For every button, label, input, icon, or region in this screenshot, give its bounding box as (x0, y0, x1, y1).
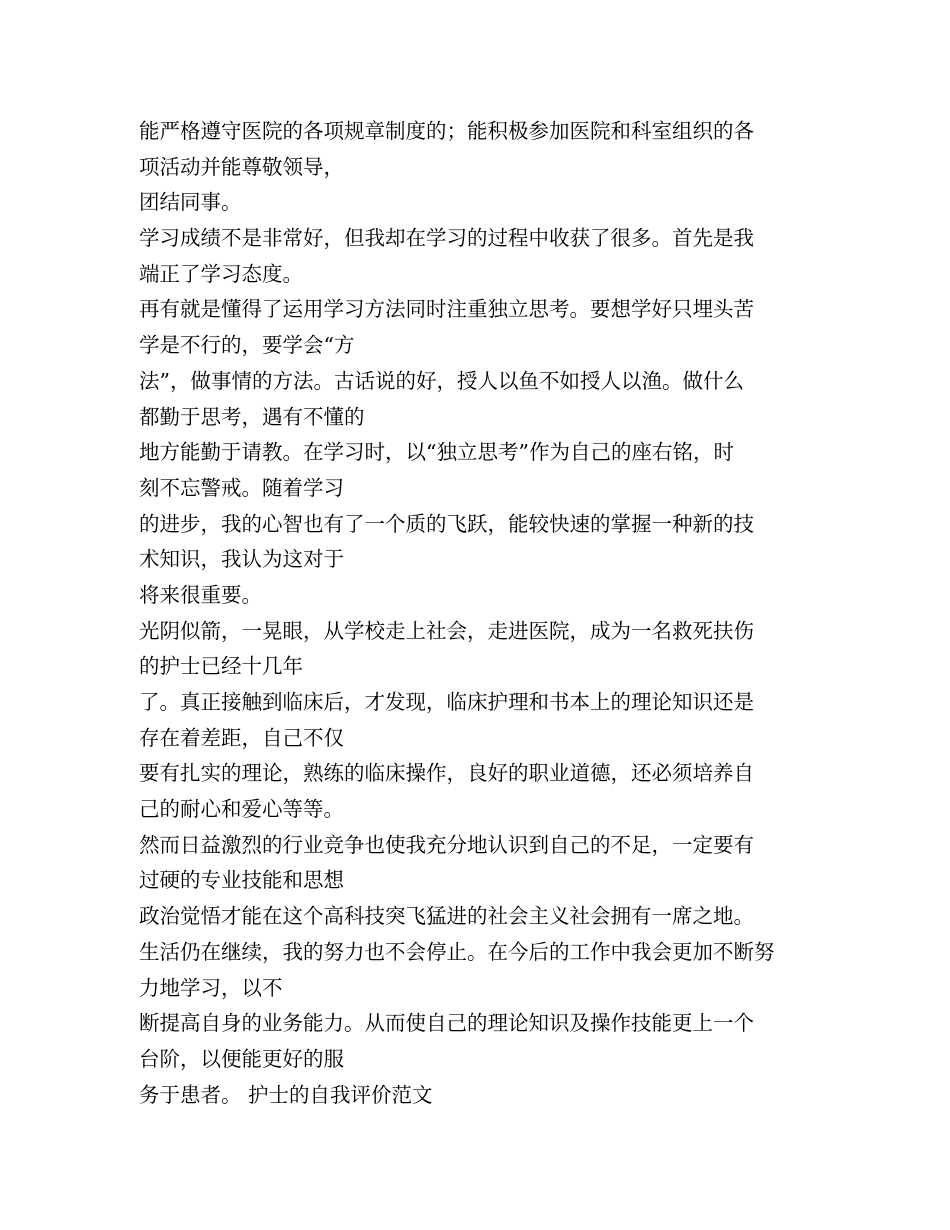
text-line: 端正了学习态度。 (139, 261, 303, 286)
document-body (139, 114, 819, 1113)
text-line: 台阶，以便能更好的服 (139, 1046, 344, 1071)
text-line: 术知识，我认为这对于 (139, 547, 344, 572)
text-line: 再有就是懂得了运用学习方法同时注重独立思考。要想学好只埋头苦 (139, 297, 754, 322)
text-line: 力地学习，以不 (139, 975, 283, 1000)
text-line: 法”，做事情的方法。古话说的好，授人以鱼不如授人以渔。做什么 (139, 368, 744, 393)
text-line: 生活仍在继续，我的努力也不会停止。在今后的工作中我会更加不断努 (139, 939, 775, 964)
text-line: 光阴似箭，一晃眼，从学校走上社会，走进医院，成为一名救死扶伤 (139, 618, 754, 643)
text-line: 政治觉悟才能在这个高科技突飞猛进的社会主义社会拥有一席之地。 (139, 904, 754, 929)
text-line: 能严格遵守医院的各项规章制度的；能积极参加医院和科室组织的各 (139, 119, 754, 143)
text-line: 己的耐心和爱心等等。 (139, 797, 344, 822)
text-line: 要有扎实的理论，熟练的临床操作，良好的职业道德，还必须培养自 (139, 761, 754, 786)
text-line: 的进步，我的心智也有了一个质的飞跃，能较快速的掌握一种新的技 (139, 511, 754, 536)
text-line: 了。真正接触到临床后，才发现，临床护理和书本上的理论知识还是 (139, 690, 754, 714)
text-line: 学习成绩不是非常好，但我却在学习的过程中收获了很多。首先是我 (139, 226, 754, 251)
text-line: 都勤于思考，遇有不懂的 (139, 404, 365, 429)
text-line: 项活动并能尊敬领导， (139, 154, 344, 179)
text-line: 务于患者。 护士的自我评价范文 (139, 1082, 433, 1107)
text-line: 断提高自身的业务能力。从而使自己的理论知识及操作技能更上一个 (139, 1011, 754, 1036)
text-line: 刻不忘警戒。随着学习 (139, 475, 344, 500)
text-line: 存在着差距，自己不仅 (139, 725, 344, 750)
text-line: 地方能勤于请教。在学习时，以“独立思考”作为自己的座右铭，时 (139, 440, 734, 465)
text-line: 过硬的专业技能和思想 (139, 868, 344, 893)
text-line: 然而日益激烈的行业竞争也使我充分地认识到自己的不足，一定要有 (139, 832, 754, 857)
text-line: 将来很重要。 (139, 582, 262, 607)
text-line: 团结同事。 (139, 190, 242, 215)
text-line: 的护士已经十几年 (139, 654, 303, 679)
text-line: 学是不行的，要学会“方 (139, 333, 355, 358)
